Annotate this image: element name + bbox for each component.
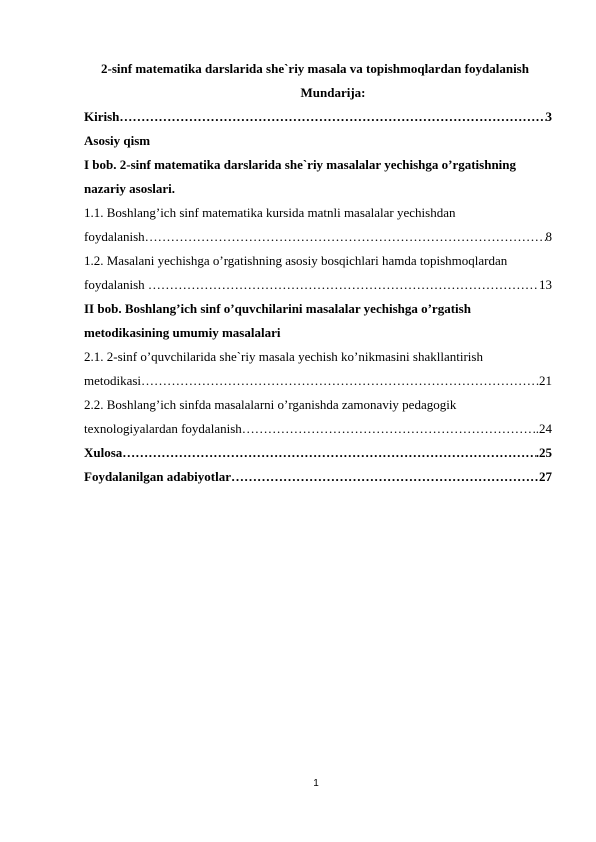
toc-entry-kirish bbox=[84, 105, 552, 129]
toc-part-heading: Asosiy qism bbox=[84, 133, 151, 148]
toc-leader-dots bbox=[122, 441, 535, 465]
toc-chapter1-title-cont: nazariy asoslari. bbox=[84, 181, 175, 196]
toc-entry-text: Xulosa bbox=[84, 445, 123, 460]
toc-page-number: 21 bbox=[539, 373, 552, 388]
toc-leader-dots bbox=[141, 369, 539, 393]
toc-section-2-1-title: 2.1. 2-sinf o’quvchilarida she`riy masala yechish ko’nikmasini shakllantirish bbox=[84, 349, 483, 364]
toc-entry-1-2 bbox=[84, 273, 552, 297]
toc-leader-dots bbox=[148, 273, 539, 297]
toc-page-number: 8 bbox=[545, 229, 552, 244]
toc-section-2-2-title: 2.2. Boshlang’ich sinfda masalalarni o’rganishda zamonaviy pedagogik bbox=[84, 397, 457, 412]
toc-heading: Mundarija: bbox=[300, 85, 366, 100]
toc-leader-dots bbox=[119, 105, 545, 129]
toc-section-1-1-title: 1.1. Boshlang’ich sinf matematika kursida matnli masalalar yechishdan bbox=[84, 205, 456, 220]
toc-page-number: 3 bbox=[545, 109, 552, 124]
document-title: 2-sinf matematika darslarida she`riy masala va topishmoqlardan foydalanish bbox=[101, 61, 529, 76]
toc-page-number: 27 bbox=[539, 469, 552, 484]
toc-chapter1-title: I bob. 2-sinf matematika darslarida she`riy masalalar yechishga o’rgatishning bbox=[84, 157, 517, 172]
toc-leader-dots bbox=[145, 225, 546, 249]
toc-entry-text: metodikasi bbox=[84, 373, 142, 388]
toc-chapter2-title-cont: metodikasining umumiy masalalari bbox=[84, 325, 281, 340]
toc-entry-adabiyotlar bbox=[84, 465, 552, 489]
toc-entry-2-2 bbox=[84, 417, 552, 441]
toc-entry-text: Foydalanilgan adabiyotlar bbox=[84, 469, 231, 484]
toc-entry-text: foydalanish bbox=[84, 229, 145, 244]
toc-entry-xulosa bbox=[84, 441, 552, 465]
toc-page-number: 13 bbox=[539, 277, 552, 292]
toc-entry-2-1 bbox=[84, 369, 552, 393]
toc-entry-text: Kirish bbox=[84, 109, 120, 124]
table-of-contents bbox=[84, 105, 552, 489]
toc-page-number: .24 bbox=[535, 421, 552, 436]
toc-entry-text: foydalanish bbox=[84, 277, 148, 292]
toc-leader-dots bbox=[242, 417, 536, 441]
toc-chapter2-title: II bob. Boshlang’ich sinf o’quvchilarini masalalar yechishga o’rgatish bbox=[84, 301, 471, 316]
toc-entry-text: texnologiyalardan foydalanish bbox=[84, 421, 242, 436]
toc-page-number: .25 bbox=[535, 445, 552, 460]
toc-entry-1-1 bbox=[84, 225, 552, 249]
page-number: 1 bbox=[313, 778, 319, 789]
toc-section-1-2-title: 1.2. Masalani yechishga o’rgatishning asosiy bosqichlari hamda topishmoqlardan bbox=[84, 253, 508, 268]
toc-leader-dots bbox=[231, 465, 539, 489]
